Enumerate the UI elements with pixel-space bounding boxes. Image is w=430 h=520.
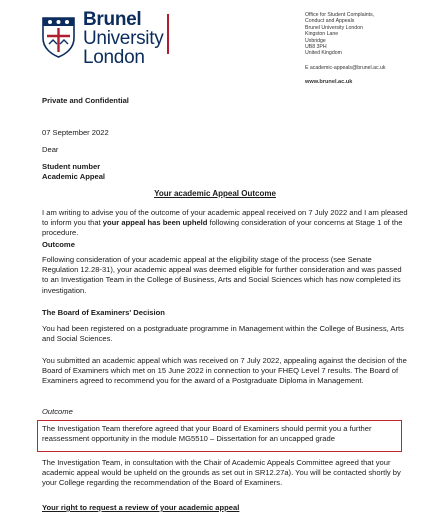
outcome-heading: Outcome [42,240,75,249]
outcome-subheading: Outcome [42,407,73,416]
board-paragraph-2: You submitted an academic appeal which was received on 7 July 2022, appealing against the decision of the Board of Examiners which met on 15 June 2022 in connection to your FHEQ Level 7 results. The Board of Examiners agreed to recommend you for the award of a Postgraduate Diploma in Management. [42,356,407,386]
intro-paragraph [42,208,408,239]
wordmark-divider [167,14,169,54]
wordmark-line-3: London [83,47,145,68]
outcome-paragraph: Following consideration of your academic appeal at the eligibility stage of the process (see Senate Regulation 12.28-31), your academic appeal was deemed eligible for further consideration and was passed to an Investigation Team in the College of Business, Arts and Social Sciences which has now completed its investigation. [42,255,402,295]
letter-title: Your academic Appeal Outcome [154,189,276,198]
letter-date: 07 September 2022 [42,128,109,137]
office-address-block [305,12,425,86]
highlighted-decision-text: The Investigation Team therefore agreed that your Board of Examiners should permit you a further reassessment opportunity in the module MG5510 – Dissertation for an uncapped grade [42,424,372,444]
board-paragraph-1: You had been registered on a postgraduate programme in Management within the College of Business, Arts and Social Sciences. [42,324,404,344]
wordmark-line-2: University [83,28,164,49]
confidential-label: Private and Confidential [42,96,129,105]
university-crest-logo [40,14,77,58]
office-website: www.brunel.ac.uk [305,79,353,86]
final-paragraph: The Investigation Team, in consultation with the Chair of Academic Appeals Committee agreed that your academic appeal would be upheld on the grounds as set out in SR12.27a). You will be contacted shortly by your College regarding the recommendation of the Board of Examiners. [42,458,401,488]
office-line: United Kingdom [305,50,342,57]
salutation: Dear [42,145,59,154]
board-decision-heading: The Board of Examiners' Decision [42,308,165,317]
intro-text-end: following consideration of your concerns at Stage 1 of the procedure. [42,218,403,238]
university-wordmark [83,10,163,67]
intro-text-start: I am writing to advise you of the outcome of your academic appeal received on 7 July 2022 and I am pleased to inform you that [42,208,408,228]
office-line: Conduct and Appeals [305,18,355,25]
office-line: Office for Student Complaints, [305,12,375,18]
office-line: Uxbridge [305,37,326,44]
office-line: Brunel University London [305,24,363,31]
office-email: E academic-appeals@brunel.ac.uk [305,64,386,71]
wordmark-line-1: Brunel [83,9,142,30]
academic-appeal-label: Academic Appeal [42,172,106,181]
office-line: UB8 3PH [305,44,327,51]
office-line: Kingston Lane [305,31,339,38]
intro-upheld-text: your appeal has been upheld [102,218,208,228]
review-heading: Your right to request a review of your academic appeal [42,503,240,512]
student-number-label: Student number [42,162,101,171]
